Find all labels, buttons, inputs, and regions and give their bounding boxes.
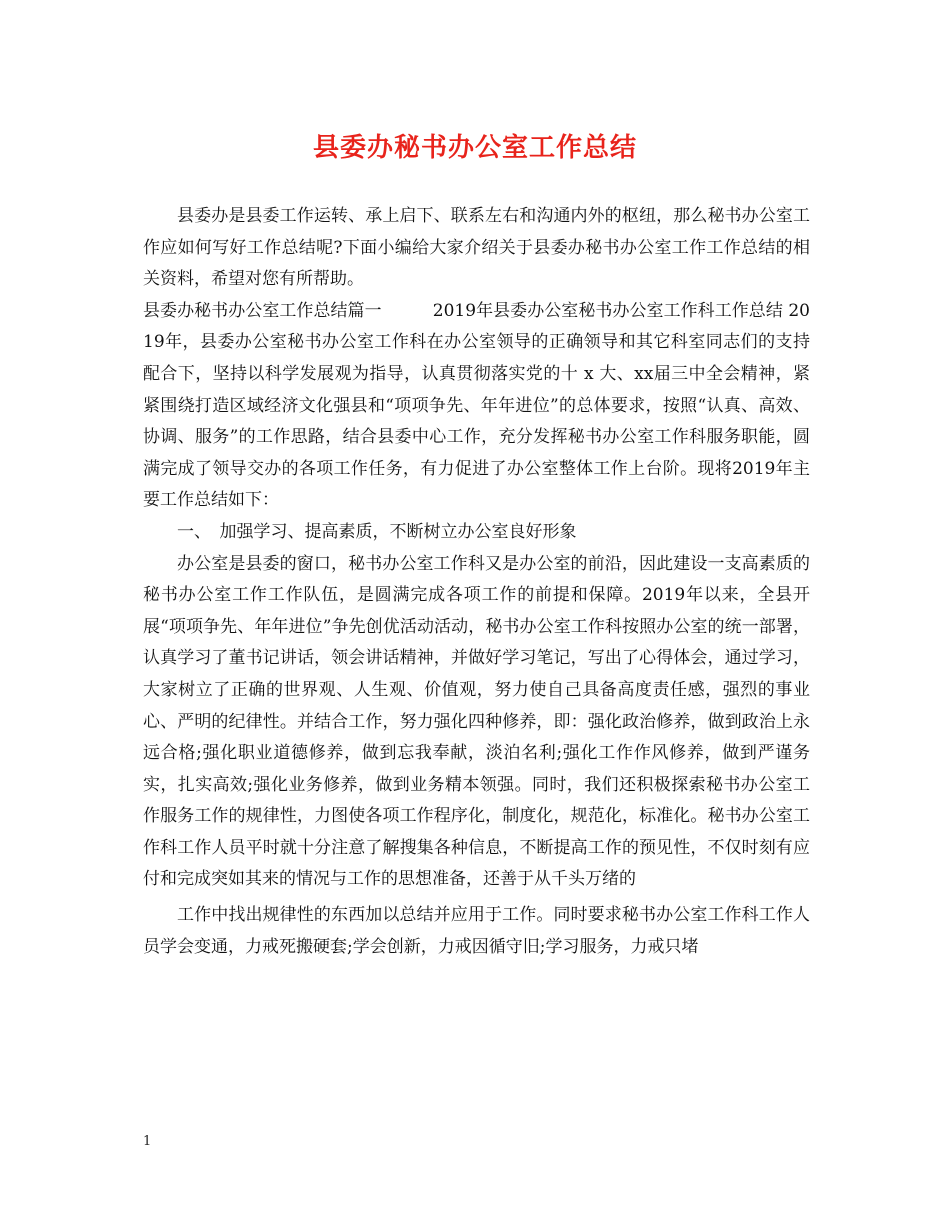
document-body bbox=[143, 201, 810, 963]
paragraph-section-one-heading: 县委办秘书办公室工作总结篇一 2019年县委办公室秘书办公室工作科工作总结 2019年，县委办公室秘书办公室工作科在办公室领导的正确领导和其它科室同志们的支持配合下，坚持以科学发展观为指导，认真贯彻落实党的十 x 大、xx届三中全会精神，紧紧围绕打造区域经济文化强县和“项项争先、年年进位”的总体要求，按照“认真、高效、协调、服务”的工作思路，结合县委中心工作，充分发挥秘书办公室工作科服务职能，圆满完成了领导交办的各项工作任务，有力促进了办公室整体工作上台阶。现将2019年主要工作总结如下： bbox=[143, 300, 810, 511]
document-title: 县委办秘书办公室工作总结 bbox=[312, 133, 637, 163]
paragraph-main: 办公室是县委的窗口，秘书办公室工作科又是办公室的前沿，因此建设一支高素质的秘书办公室工作工作队伍，是圆满完成各项工作的前提和保障。2019年以来，全县开展“项项争先、年年进位”争先创优活动活动，秘书办公室工作科按照办公室的统一部署，认真学习了董书记讲话，领会讲话精神，并做好学习笔记，写出了心得体会，通过学习，大家树立了正确的世界观、人生观、价值观，努力使自己具备高度责任感，强烈的事业心、严明的纪律性。并结合工作，努力强化四种修养，即：强化政治修养，做到政治上永远合格;强化职业道德修养，做到忘我奉献，淡泊名利;强化工作作风修养，做到严谨务实，扎实高效;强化业务修养，做到业务精本领强。同时，我们还积极探索秘书办公室工作服务工作的规律性，力图使各项工作程序化，制度化，规范化，标准化。秘书办公室工作科工作人员平时就十分注意了解搜集各种信息，不断提高工作的预见性，不仅时刻有应付和完成突如其来的情况与工作的思想准备，还善于从千头万绪的 bbox=[143, 553, 810, 890]
paragraph-subheading: 一、 加强学习、提高素质，不断树立办公室良好形象 bbox=[177, 521, 577, 542]
paragraph-intro: 县委办是县委工作运转、承上启下、联系左右和沟通内外的枢纽，那么秘书办公室工作应如何写好工作总结呢?下面小编给大家介绍关于县委办秘书办公室工作工作总结的相关资料，希望对您有所帮助。 bbox=[143, 206, 810, 290]
page-number: 1 bbox=[143, 1134, 152, 1149]
paragraph-continued: 工作中找出规律性的东西加以总结并应用于工作。同时要求秘书办公室工作科工作人员学会变通，力戒死搬硬套;学会创新，力戒因循守旧;学习服务，力戒只堵 bbox=[143, 905, 810, 957]
